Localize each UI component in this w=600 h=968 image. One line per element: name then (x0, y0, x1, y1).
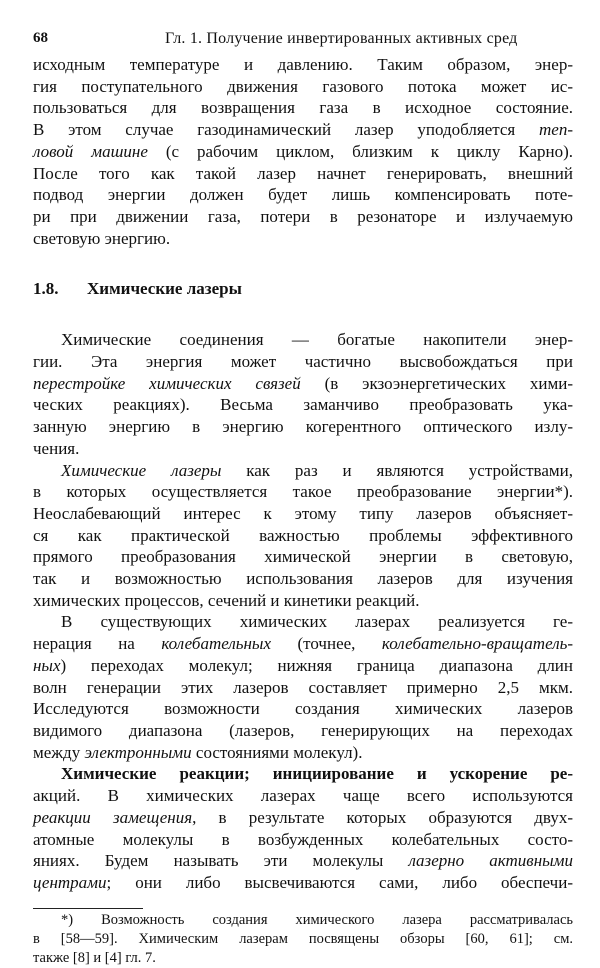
text-line: так и возможностью использования лазеров для изучения (33, 569, 573, 589)
italic-term: лазерно активными (408, 851, 573, 871)
text-line: центрами; они либо высвечиваются сами, либо обеспечи- (33, 872, 573, 892)
text-line: Неослабевающий интерес к этому типу лазеров объясняет- (33, 503, 573, 523)
bold-run-in-heading: Химические реакции; инициирование и ускорение ре- (61, 764, 573, 784)
text-line: нерация на колебательных (точнее, колебательно-вращатель- (33, 634, 573, 654)
text-line: В этом случае газодинамический лазер уподобляется теп- (33, 120, 573, 140)
paragraph-1 (33, 54, 573, 249)
footnote-line: также [8] и [4] гл. 7. (33, 949, 156, 966)
text-line: занную энергию в энергию когерентного оптического излу- (33, 417, 573, 437)
italic-term: колебательных (161, 634, 271, 654)
section-heading (33, 278, 573, 318)
italic-term: ных (33, 655, 61, 675)
italic-term: ловой машине (33, 141, 148, 161)
running-title: Гл. 1. Получение инвертированных активных сред (165, 30, 518, 47)
text-line: пользоваться для возвращения газа в исходное состояние. (33, 98, 573, 118)
footnote (33, 911, 573, 968)
text-line: прямого преобразования химической энергии в световую, (33, 547, 573, 567)
footnote-line: в [58—59]. Химическим лазерам посвящены обзоры [60, 61]; см. (33, 930, 573, 947)
paragraph-2 (33, 329, 573, 459)
text-line: Исследуются возможности создания химических лазеров (33, 699, 573, 719)
italic-term: центрами (33, 872, 107, 892)
section-number: 1.8. (33, 279, 59, 299)
text-line: ных) переходах молекул; нижняя граница диапазона длин (33, 655, 573, 675)
text-line (33, 763, 573, 785)
text-line: химических процессов, сечений и кинетики реакций. (33, 590, 420, 610)
text-line: световую энергию. (33, 228, 171, 248)
text-line: перестройке химических связей (в экзоэнергетических хими- (33, 373, 574, 393)
text-line: видимого диапазона (лазеров, генерирующих на переходах (33, 720, 573, 740)
footnote-line: *) Возможность создания химического лазера рассматривалась (61, 911, 573, 928)
paragraph-3 (33, 460, 573, 612)
section-title: Химические лазеры (87, 279, 242, 299)
text-line: Химические соединения — богатые накопители энер- (61, 330, 573, 350)
text-line: реакции замещения, в результате которых образуются двух- (33, 807, 573, 827)
text-line: ри при движении газа, потери в резонаторе и излучаемую (33, 206, 573, 226)
paragraph-5 (33, 763, 573, 893)
text-line: В существующих химических лазерах реализуется ге- (61, 612, 573, 632)
text-line: между электронными состояниями молекул). (33, 742, 363, 762)
text-line: атомные молекулы в возбужденных колебательных состо- (33, 829, 573, 849)
text-line: После того как такой лазер начнет генерировать, внешний (33, 163, 573, 183)
text-line: волн генерации этих лазеров составляет примерно 2,5 мкм. (33, 677, 573, 697)
text-line: в которых осуществляется такое преобразование энергии*). (33, 482, 573, 502)
italic-term: колебательно-вращатель- (381, 634, 573, 654)
text-line: гии. Эта энергия может частично высвобождаться при (33, 352, 573, 372)
italic-term: реакции замещения (33, 807, 193, 827)
footnote-rule (33, 908, 143, 909)
page-number: 68 (33, 30, 48, 46)
book-page (33, 26, 573, 968)
text-line: ческих реакциях). Весьма заманчиво преобразовать ука- (33, 395, 573, 415)
paragraph-4 (33, 611, 573, 763)
italic-term: теп- (539, 120, 573, 140)
italic-term: перестройке химических связей (33, 373, 301, 393)
text-line: ловой машине (с рабочим циклом, близким к циклу Карно). (33, 141, 573, 161)
text-line: исходным температуре и давлению. Таким образом, энер- (33, 55, 573, 74)
italic-term: Химические лазеры (61, 460, 222, 480)
text-line: яниях. Будем называть эти молекулы лазерно активными (33, 851, 573, 871)
text-line: чения. (33, 438, 80, 458)
text-line: гия поступательного движения газового потока может ис- (33, 76, 573, 96)
text-line: акций. В химических лазерах чаще всего используются (33, 786, 573, 806)
text-line: ся как практической важностью проблемы эффективного (33, 525, 573, 545)
text-line: подвод энергии должен будет лишь компенсировать поте- (33, 185, 573, 205)
text-line: Химические лазеры как раз и являются устройствами, (61, 460, 573, 480)
running-header (33, 26, 573, 54)
italic-term: электронными (84, 742, 192, 762)
